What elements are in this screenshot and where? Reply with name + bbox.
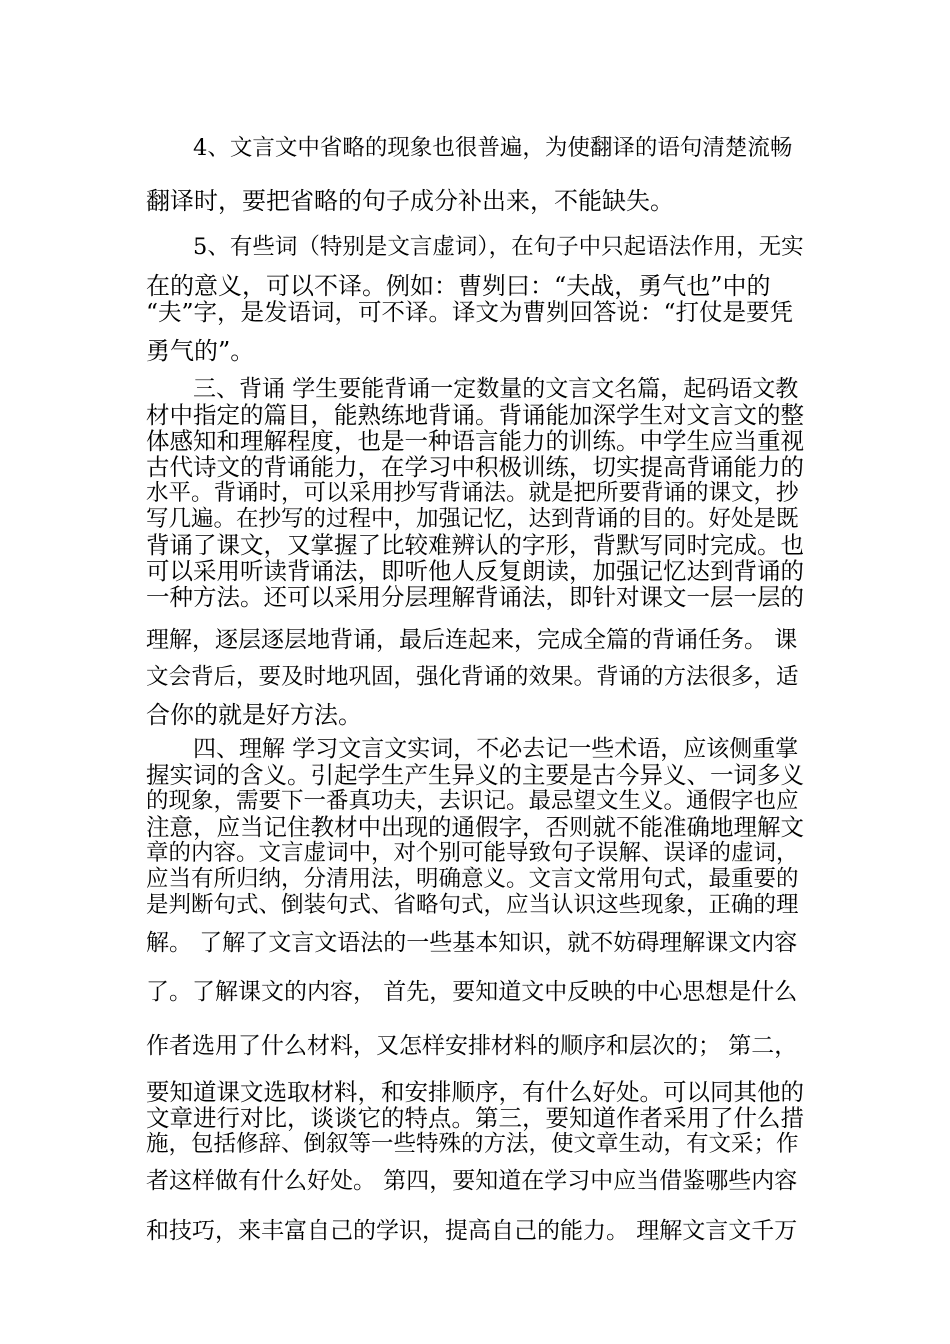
text-line: 注意，应当记住教材中出现的通假字，否则就不能准确地理解文 [146,813,804,841]
text-line: 的现象，需要下一番真功夫，去识记。最忌望文生义。通假字也应 [146,788,799,814]
text-line: 三、背诵 学生要能背诵一定数量的文言文名篇，起码语文教 [193,376,799,402]
text-line: 了。了解课文的内容， 首先，要知道文中反映的中心思想是什么 [146,979,798,1005]
text-line: 要知道课文选取材料，和安排顺序，有什么好处。可以同其他的 [146,1078,804,1106]
text-line: 翻译时，要把省略的句子成分补出来，不能缺失。 [146,187,674,215]
text-line: 合你的就是好方法。 [146,701,362,729]
text-line: 理解，逐层逐层地背诵，最后连起来，完成全篇的背诵任务。 课 [146,627,798,653]
text-line: 5、有些词（特别是文言虚词），在句子中只起语法作用，无实 [193,234,804,260]
text-line: 古代诗文的背诵能力，在学习中积极训练，切实提高背诵能力的 [146,453,804,481]
text-line: 和技巧，来丰富自己的学识，提高自己的能力。 理解文言文千万 [146,1218,798,1244]
text-line: 是判断句式、倒装句式、省略句式，应当认识这些现象，正确的理 [146,892,799,918]
text-line: 勇气的”。 [146,337,255,365]
text-line: 者这样做有什么好处。 第四，要知道在学习中应当借鉴哪些内容 [146,1168,798,1194]
text-line: 作者选用了什么材料，又怎样安排材料的顺序和层次的； 第二， [146,1033,798,1059]
text-line: 体感知和理解程度，也是一种语言能力的训练。中学生应当重视 [146,427,804,455]
text-line: 材中指定的篇目，能熟练地背诵。背诵能加深学生对文言文的整 [146,401,804,429]
text-line: 写几遍。在抄写的过程中，加强记忆，达到背诵的目的。好处是既 [146,506,799,532]
text-line: 4、文言文中省略的现象也很普遍，为使翻译的语句清楚流畅 [193,135,793,161]
text-line: 一种方法。还可以采用分层理解背诵法，即针对课文一层一层的 [146,583,804,611]
text-line: 四、理解 学习文言文实词，不必去记一些术语，应该侧重掌 [193,736,799,762]
text-line: 水平。背诵时，可以采用抄写背诵法。就是把所要背诵的课文，抄 [146,480,799,506]
text-line: 握实词的含义。引起学生产生异义的主要是古今异义、一词多义 [146,761,804,789]
text-line: 可以采用听读背诵法，即听他人反复朗读，加强记忆达到背诵的 [146,557,804,585]
text-line: 施，包括修辞、倒叙等一些特殊的方法，使文章生动，有文采；作 [146,1131,799,1157]
text-line: 应当有所归纳，分清用法，明确意义。文言文常用句式，最重要的 [146,866,799,892]
text-line: 文会背后，要及时地巩固，强化背诵的效果。背诵的方法很多，适 [146,664,799,690]
text-line: 在的意义，可以不译。例如：曹刿曰：“夫战，勇气也”中的 [146,272,771,300]
text-line: 章的内容。文言虚词中，对个别可能导致句子误解、误译的虚词， [146,840,799,866]
text-line: 文章进行对比，谈谈它的特点。第三，要知道作者采用了什么措 [146,1104,804,1132]
text-line: 背诵了课文，又掌握了比较难辨认的字形，背默写同时完成。也 [146,531,804,559]
text-line: “夫”字，是发语词，可不译。译文为曹刿回答说：“打仗是要凭 [146,298,794,326]
text-line: 解。 了解了文言文语法的一些基本知识，就不妨碍理解课文内容 [146,930,798,956]
